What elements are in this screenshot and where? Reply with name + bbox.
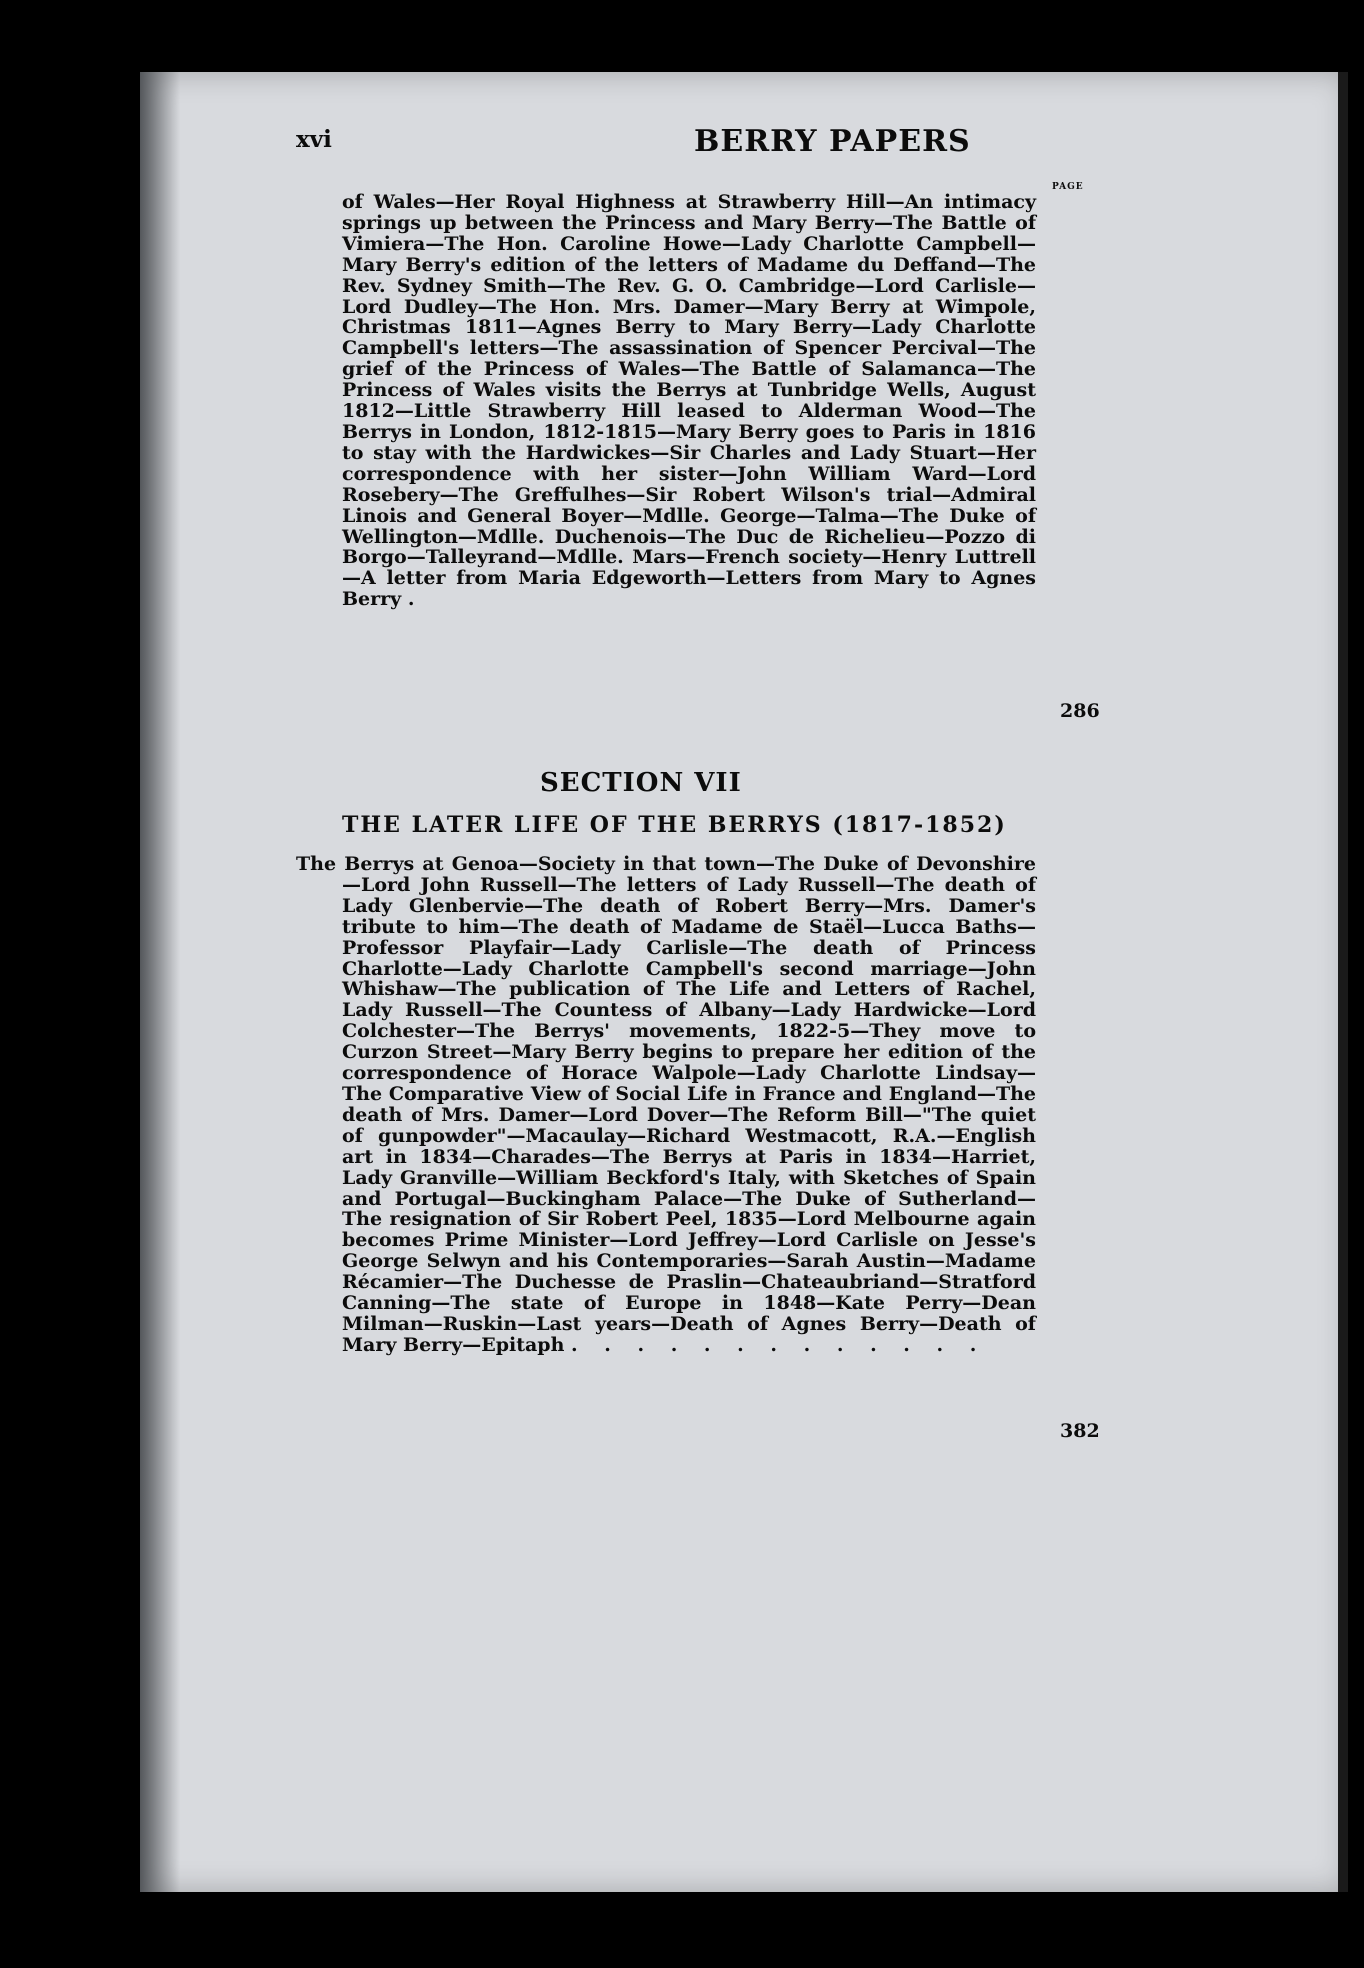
entry-page-number: 286 [1060, 700, 1100, 722]
book-title: BERRY PAPERS [694, 124, 971, 159]
section-heading: SECTION VII [540, 768, 742, 798]
page-gutter-shadow [140, 72, 180, 1892]
contents-entry [342, 192, 1036, 722]
page-column-label: PAGE [1052, 182, 1084, 192]
page-edge [1338, 72, 1348, 1892]
contents-entry [296, 854, 1036, 1444]
section-subtitle: THE LATER LIFE OF THE BERRYS (1817-1852) [342, 812, 1007, 838]
page-folio: xvi [296, 126, 332, 153]
entry-page-number: 382 [1060, 1420, 1100, 1442]
entry-summary: of Wales—Her Royal Highness at Strawberry Hill—An intimacy springs up between the Princess and Mary Berry—The Battle of Vimiera—The Hon. Caroline Howe—Lady Charlotte Campbell—Mary Berry's edition of the letters of Madame du Deffand—The Rev. Sydney Smith—The Rev. G. O. Cambridge—Lord Carlisle—Lord Dudley—The Hon. Mrs. Damer—Mary Berry at Wimpole, Christmas 1811—Agnes Berry to Mary Berry—Lady Charlotte Campbell's letters—The assassination of Spencer Percival—The grief of the Princess of Wales—The Battle of Salamanca—The Princess of Wales visits the Berrys at Tunbridge Wells, August 1812—Little Strawberry Hill leased to Alderman Wood—The Berrys in London, 1812-1815—Mary Berry goes to Paris in 1816 to stay with the Hardwickes—Sir Charles and Lady Stuart—Her correspondence with her sister—John William Ward—Lord Rosebery—The Greffulhes—Sir Robert Wilson's trial—Admiral Linois and General Boyer—Mdlle. George—Talma—The Duke of Wellington—Mdlle. Duchenois—The Duc de Richelieu—Pozzo di Borgo—Talleyrand—Mdlle. Mars—French society—Henry Luttrell—A letter from Maria Edgeworth—Letters from Mary to Agnes Berry [342, 191, 1036, 611]
dot-leader: . [407, 588, 425, 611]
dot-leader: . . . . . . . . . . . . . [571, 1333, 987, 1356]
running-head [296, 124, 1196, 164]
entry-summary: The Berrys at Genoa—Society in that town—The Duke of Devonshire—Lord John Russell—The letters of Lady Russell—The death of Lady Glenbervie—The death of Robert Berry—Mrs. Damer's tribute to him—The death of Madame de Staël—Lucca Baths—Professor Playfair—Lady Carlisle—The death of Princess Charlotte—Lady Charlotte Campbell's second marriage—John Whishaw—The publication of The Life and Letters of Rachel, Lady Russell—The Countess of Albany—Lady Hardwicke—Lord Colchester—The Berrys' movements, 1822-5—They move to Curzon Street—Mary Berry begins to prepare her edition of the correspondence of Horace Walpole—Lady Charlotte Lindsay—The Comparative View of Social Life in France and England—The death of Mrs. Damer—Lord Dover—The Reform Bill—"The quiet of gunpowder"—Macaulay—Richard Westmacott, R.A.—English art in 1834—Charades—The Berrys at Paris in 1834—Harriet, Lady Granville—William Beckford's Italy, with Sketches of Spain and Portugal—Buckingham Palace—The Duke of Sutherland—The resignation of Sir Robert Peel, 1835—Lord Melbourne again becomes Prime Minister—Lord Jeffrey—Lord Carlisle on Jesse's George Selwyn and his Contemporaries—Sarah Austin—Madame Récamier—The Duchesse de Praslin—Chateaubriand—Stratford Canning—The state of Europe in 1848—Kate Perry—Dean Milman—Ruskin—Last years—Death of Agnes Berry—Death of Mary Berry—Epitaph [296, 853, 1036, 1356]
